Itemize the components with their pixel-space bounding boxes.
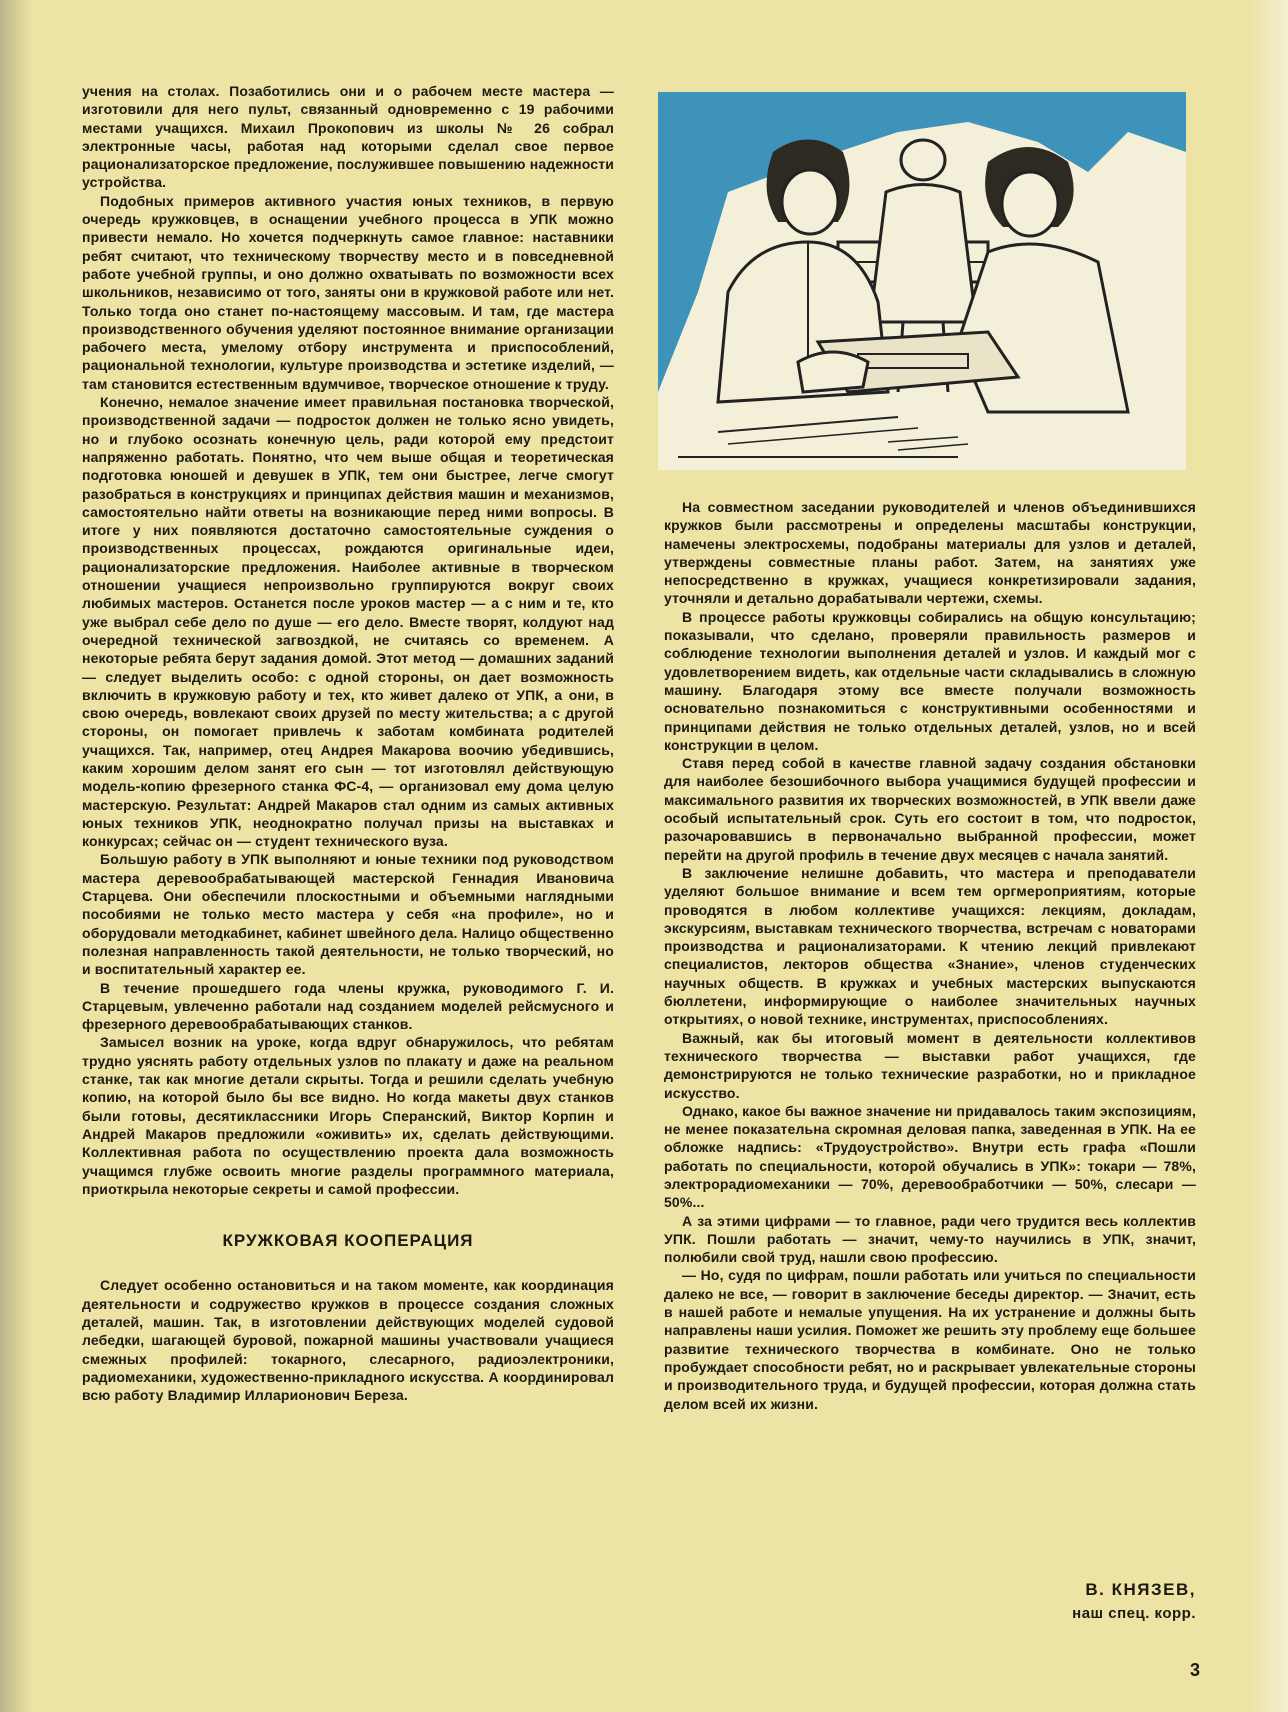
right-column	[664, 498, 1196, 1413]
article-paragraph: Однако, какое бы важное значение ни придавалось таким экспозициям, не менее показательна скромная деловая папка, заведенная в УПК. На ее обложке надпись: «Трудоустройство». Внутри есть графа «Пошли работать по специальности, которой обучались в УПК»: токари — 78%, электрорадиомеханики — 70%, деревообработчики — 50%, слесари — 50%...	[664, 1102, 1196, 1211]
article-paragraph: В течение прошедшего года члены кружка, руководимого Г. И. Старцевым, увлеченно работали над созданием моделей рейсмусного и фрезерного деревообрабатывающих станков.	[82, 979, 614, 1033]
article-paragraph: В процессе работы кружковцы собирались на общую консультацию; показывали, что сделано, проверяли правильность размеров и соблюдение технологии выполнения деталей и узлов. И каждый мог с удовлетворением видеть, как отдельные части складывались в сложную машину. Благодаря этому все вместе получали возможность основательно познакомиться с конструктивными особенностями и принципами действия не только отдельных деталей, узлов, но и всей конструкции в целом.	[664, 608, 1196, 753]
section-heading: КРУЖКОВАЯ КООПЕРАЦИЯ	[222, 1231, 474, 1251]
article-paragraph: А за этими цифрами — то главное, ради чего трудится весь коллектив УПК. Пошли работать — значит, чему-то научились в УПК, значит, полюбили свой труд, нашли свою профессию.	[664, 1212, 1196, 1266]
article-paragraph: Важный, как бы итоговый момент в деятельности коллективов технического творчества — выставки работ учащихся, где демонстрируются не только технические разработки, но и прикладное искусство.	[664, 1029, 1196, 1101]
illustration-drawing	[658, 92, 1186, 470]
left-column	[82, 82, 614, 1404]
article-paragraph: Подобных примеров активного участия юных техников, в первую очередь кружковцев, в оснащении учебного процесса в УПК можно привести немало. Но хочется подчеркнуть самое главное: наставники ребят считают, что техническому творчеству место и в повседневной работе учебной группы, и оно должно охватывать по возможности всех школьников, независимо от того, заняты они в кружковой работе или нет. Только тогда оно станет по-настоящему массовым. И там, где мастера производственного обучения уделяют постоянное внимание организации рабочего места, умелому отбору инструмента и приспособлений, рациональной технологии, культуре производства и эстетике изделий, — там становится естественным вдумчивое, творческое отношение к труду.	[82, 192, 614, 392]
article-paragraph: учения на столах. Позаботились они и о рабочем месте мастера — изготовили для него пульт, связанный одновременно с 19 рабочими местами учащихся. Михаил Прокопович из школы № 26 собрал электронные часы, работая над которыми сделал свое первое рационализаторское предложение, послужившее повышению надежности устройства.	[82, 83, 614, 191]
page-number: 3	[1189, 1660, 1200, 1680]
author-name: В. КНЯЗЕВ,	[1085, 1580, 1196, 1599]
article-paragraph: Конечно, немалое значение имеет правильная постановка творческой, производственной задачи — подросток должен не только ясно увидеть, но и глубоко осознать конечную цель, ради которой ему предстоит напряженно работать. Понятно, что чем выше общая и теоретическая подготовка юношей и девушек в УПК, тем они быстрее, легче смогут разобраться в конструкциях и принципах действия машин и механизмов, самостоятельно найти ответы на возникающие перед ними вопросы. В итоге у них появляются достаточно самостоятельные суждения о производственных процессах, рождаются оригинальные идеи, рационализаторские предложения. Наиболее активные в творческом отношении учащиеся непроизвольно группируются вокруг своих любимых мастеров. Останется после уроков мастер — а с ним и те, кто уже выбрал себе дело по душе — его дело. Вместе творят, колдуют над очередной технической загвоздкой, не считаясь со временем. А некоторые ребята берут задания домой. Этот метод — домашних заданий — следует выделить особо: с одной стороны, он дает возможность включить в кружковую работу и тех, кто живет далеко от УПК, а они, в свою очередь, вовлекают своих друзей по месту жительства; а с другой стороны, он помогает привлечь к заботам комбината родителей учащихся. Так, например, отец Андрея Макарова воочию убедившись, каким хорошим делом занят его сын — тот изготовлял действующую модель-копию фрезерного станка ФС-4, — организовал ему дома целую мастерскую. Результат: Андрей Макаров стал одним из самых активных юных техников УПК, неоднократно получал призы на выставках и конкурсах; сейчас он — студент технического вуза.	[82, 394, 614, 850]
author-role: наш спец. корр.	[1072, 1605, 1196, 1622]
article-paragraph: Ставя перед собой в качестве главной задачу создания обстановки для наиболее безошибочного выбора учащимися будущей профессии и максимального развития их творческих возможностей, в УПК ввели даже особый испытательный срок. Суть его состоит в том, что подросток, разочаровавшись в первоначально выбранной профессии, может перейти на другой профиль в течение двух месяцев с начала занятий.	[664, 755, 1196, 863]
article-paragraph: На совместном заседании руководителей и членов объединившихся кружков были рассмотрены и определены масштабы конструкции, намечены электросхемы, подобраны материалы для узлов и деталей, утверждены совместные планы работ. Затем, на занятиях уже непосредственно в кружках, учащиеся конкретизировали задания, уточняли и детально дорабатывали чертежи, схемы.	[664, 499, 1196, 607]
article-paragraph: — Но, судя по цифрам, пошли работать или учиться по специальности далеко не все, — говорит в заключение беседы директор. — Значит, есть в нашей работе и немалые упущения. На их устранение и должны быть направлены наши усилия. Поможет же решить эту проблему еще большее развитие технического творчества в комбинате. Оно не только пробуждает способности ребят, но и раскрывает увлекательные стороны и производительного труда, и будущей профессии, которая должна стать делом всей их жизни.	[664, 1267, 1196, 1412]
author-signature	[1072, 1578, 1196, 1626]
illustration-workshop	[658, 92, 1186, 470]
article-paragraph: В заключение нелишне добавить, что мастера и преподаватели уделяют большое внимание и всем тем оргмероприятиям, которые проводятся в любом коллективе учащихся: лекциям, докладам, экскурсиям, выставкам технического творчества, встречам с новаторами производства и рационализаторами. К чтению лекций привлекают специалистов, лекторов общества «Знание», членов студенческих научных обществ. В кружках и учебных мастерских выпускаются бюллетени, информирующие о наиболее значительных научных открытиях, о новой технике, инструментах, приспособлениях.	[664, 864, 1196, 1028]
article-paragraph: Следует особенно остановиться и на таком моменте, как координация деятельности и содружество кружков в процессе создания сложных деталей, машин. Так, в изготовлении действующих моделей судовой лебедки, шагающей буровой, пожарной машины участвовали учащиеся смежных профилей: токарного, слесарного, радиоэлектроники, радиомеханики, художественно-прикладного искусства. А координировал всю работу Владимир Илларионович Береза.	[82, 1277, 614, 1404]
article-paragraph: Большую работу в УПК выполняют и юные техники под руководством мастера деревообрабатывающей мастерской Геннадия Ивановича Старцева. Они обеспечили плоскостными и объемными наглядными пособиями не только место мастера у себя «на профиле», но и оборудовали методкабинет, кабинет швейного дела. Налицо общественно полезная направленность такой деятельности, не только творческий, но и воспитательный характер ее.	[82, 851, 614, 978]
article-paragraph: Замысел возник на уроке, когда вдруг обнаружилось, что ребятам трудно уяснять работу отдельных узлов по плакату и даже на реальном станке, так как многие детали скрыты. Тогда и решили сделать учебную копию, на которой было бы все видно. Но когда макеты двух станков были готовы, десятиклассники Игорь Сперанский, Виктор Корпин и Андрей Макаров предложили «оживить» их, сделать действующими. Коллективная работа по осуществлению проекта дала возможность учащимся глубже освоить многие разделы программного материала, приоткрыла некоторые секреты и самой профессии.	[82, 1034, 614, 1197]
